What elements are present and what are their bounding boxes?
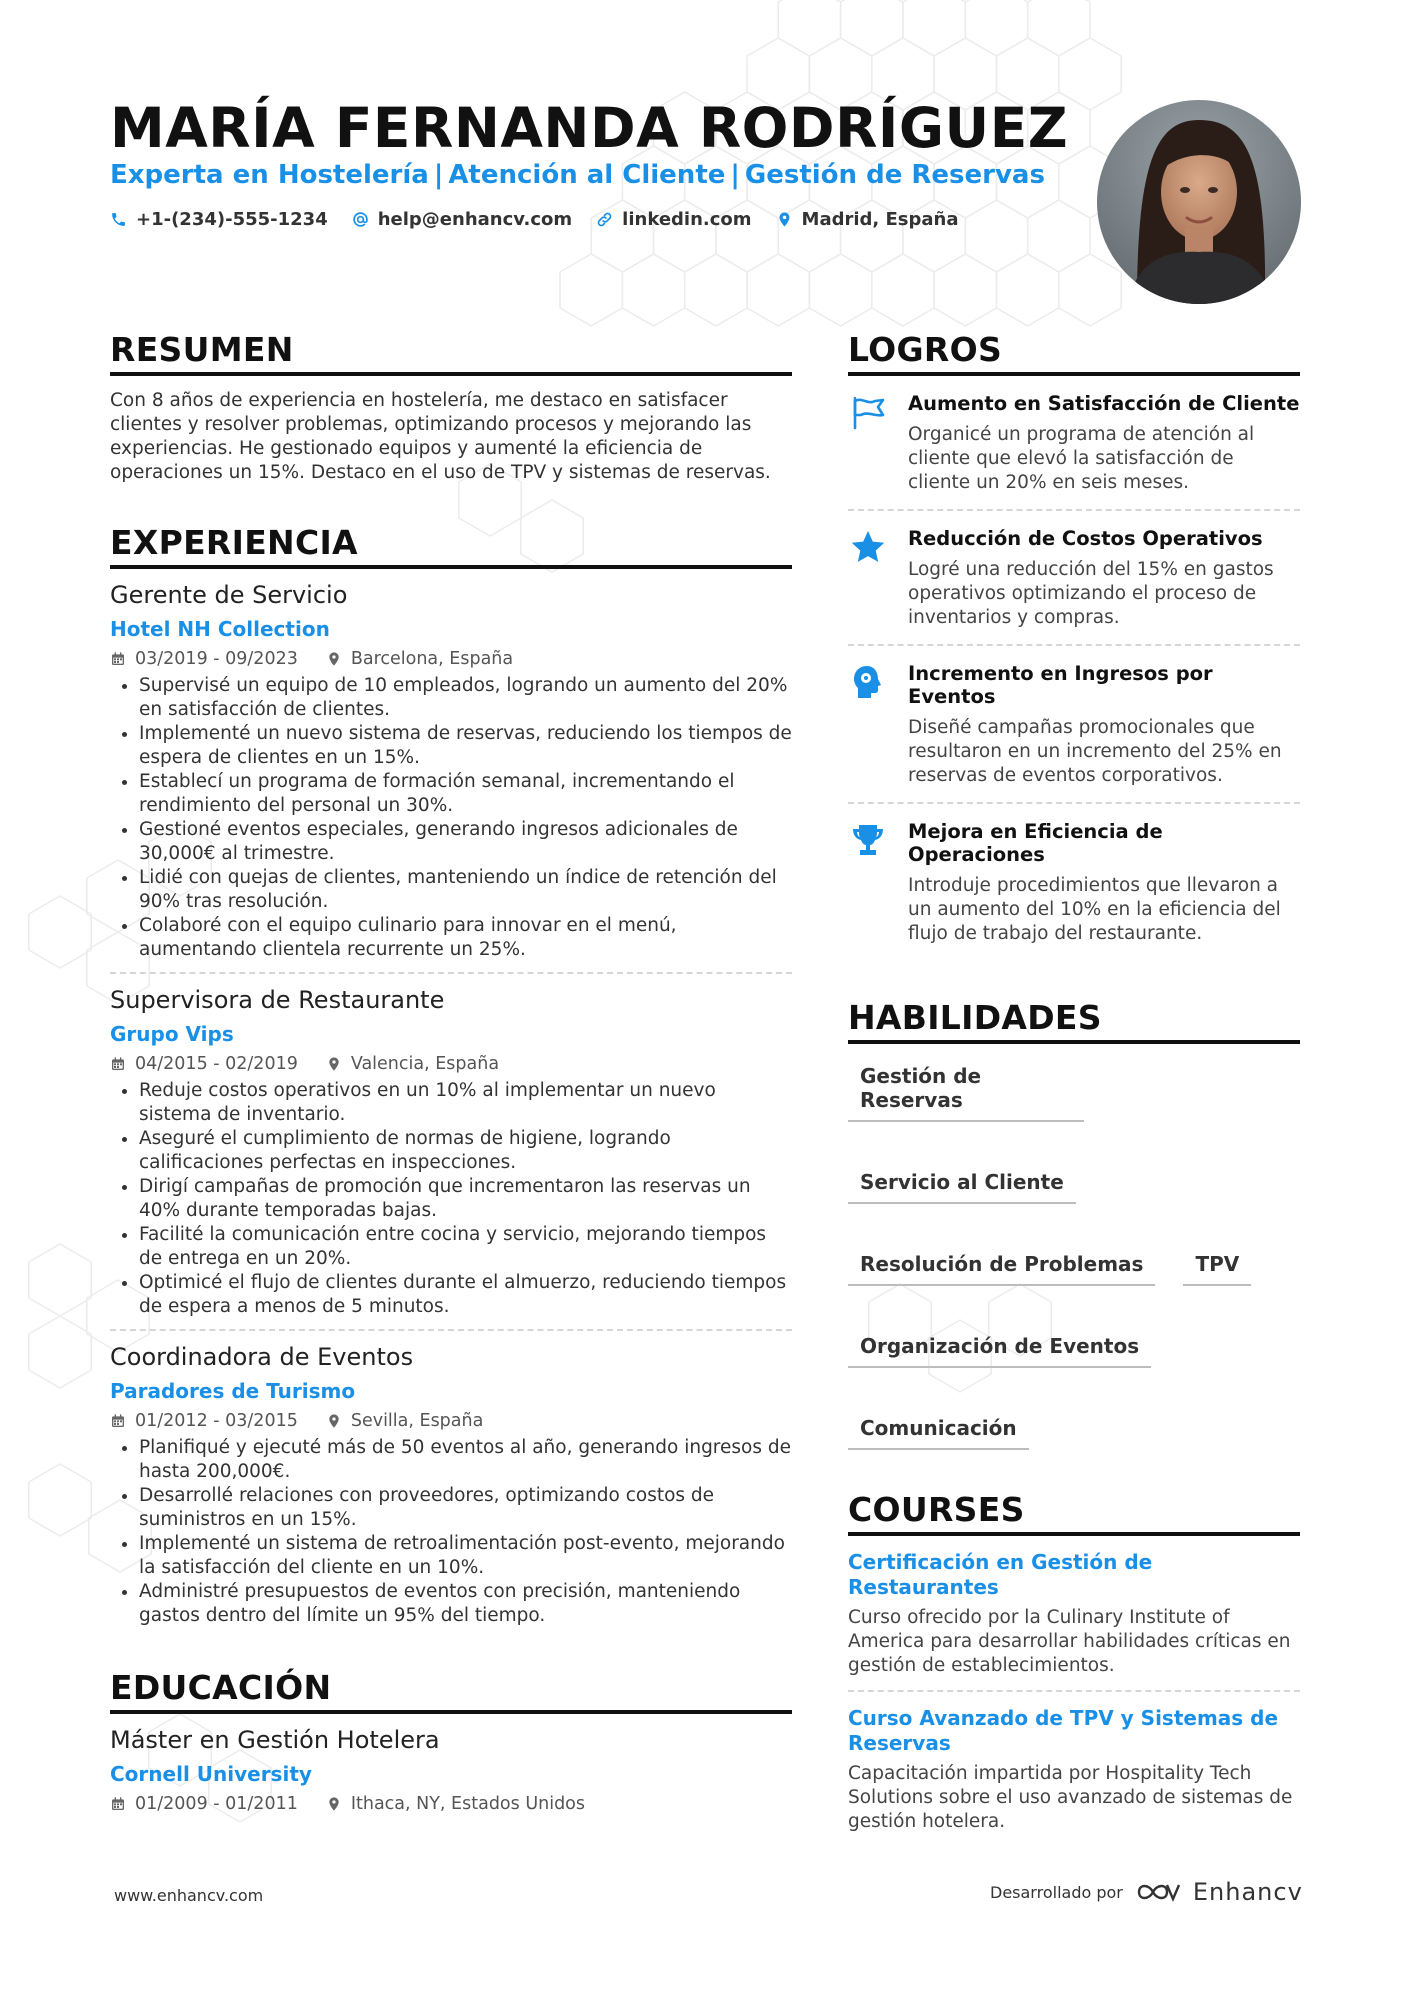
- bullet-item: • Gestioné eventos especiales, generando ingresos adicionales de 30,000€ al trimestre.: [139, 818, 792, 866]
- job-bullets: [110, 1079, 792, 1319]
- school-name: Cornell University: [110, 1762, 312, 1786]
- course-title: Certificación en Gestión de Restaurantes: [848, 1550, 1153, 1599]
- summary-text: Con 8 años de experiencia en hostelería, me destaco en satisfacer clientes y resolver problemas, optimizando procesos y mejorando las experiencias. He gestionado equipos y aumenté la eficiencia de operaciones un 15%. Destaco en el uso de TPV y sistemas de reservas.: [110, 390, 771, 483]
- achievement-item: [848, 804, 1300, 960]
- bullet-item: • Colaboré con el equipo culinario para innovar en el menú, aumentando clientela recurrente un 25%.: [139, 914, 792, 962]
- location-pin-icon: [776, 211, 793, 228]
- education-section: [110, 1668, 792, 1824]
- summary-section: [110, 330, 792, 485]
- job-meta: [110, 1054, 792, 1074]
- powered-by-text: Desarrollado por: [990, 1882, 1123, 1902]
- experience-entry: [110, 581, 792, 974]
- skill-tag: Gestión de Reservas: [848, 1064, 1084, 1122]
- headline-separator: |: [730, 160, 740, 190]
- calendar-icon: [110, 1056, 126, 1072]
- education-entry: [110, 1726, 792, 1824]
- skill-tag: Organización de Eventos: [848, 1334, 1151, 1368]
- company-name: Grupo Vips: [110, 1022, 234, 1046]
- phone-contact[interactable]: [110, 209, 328, 230]
- achievement-title: Aumento en Satisfacción de Cliente: [908, 392, 1300, 415]
- skills-section: [848, 998, 1300, 1450]
- job-dates: 03/2019 - 09/2023: [110, 649, 298, 669]
- location-text: Madrid, España: [801, 209, 959, 230]
- headline: [110, 160, 1045, 190]
- courses-section: [848, 1490, 1300, 1846]
- bullet-item: • Establecí un programa de formación semanal, incrementando el rendimiento del personal un 30%.: [139, 770, 792, 818]
- skills-list: [848, 1064, 1300, 1450]
- trophy-icon: [850, 822, 886, 858]
- achievement-desc: Diseñé campañas promocionales que resultaron en un incremento del 25% en reservas de eventos corporativos.: [908, 717, 1282, 786]
- course-item: [848, 1536, 1300, 1692]
- location-pin-icon: [326, 1056, 342, 1072]
- section-title-skills: HABILIDADES: [848, 998, 1300, 1044]
- location-pin-icon: [326, 1413, 342, 1429]
- headline-item: Experta en Hostelería: [110, 160, 429, 190]
- course-title: Curso Avanzado de TPV y Sistemas de Reservas: [848, 1706, 1279, 1755]
- bullet-item: • Administré presupuestos de eventos con precisión, manteniendo gastos dentro del límite un 95% del tiempo.: [139, 1580, 792, 1628]
- candidate-name: MARÍA FERNANDA RODRÍGUEZ: [110, 96, 1069, 160]
- achievement-item: [848, 511, 1300, 646]
- job-title: Gerente de Servicio: [110, 581, 348, 609]
- skill-tag: Comunicación: [848, 1416, 1029, 1450]
- headline-item: Gestión de Reservas: [744, 160, 1045, 190]
- course-desc: Curso ofrecido por la Culinary Institute of America para desarrollar habilidades críticas en gestión de establecimientos.: [848, 1607, 1291, 1676]
- bullet-item: • Supervisé un equipo de 10 empleados, logrando un aumento del 20% en satisfacción de clientes.: [139, 674, 792, 722]
- bullet-item: • Reduje costos operativos en un 10% al implementar un nuevo sistema de inventario.: [139, 1079, 792, 1127]
- achievements-section: [848, 330, 1300, 960]
- job-location: Valencia, España: [326, 1054, 499, 1074]
- achievement-title: Mejora en Eficiencia de Operaciones: [908, 820, 1163, 866]
- section-title-education: EDUCACIÓN: [110, 1668, 792, 1714]
- job-title: Supervisora de Restaurante: [110, 986, 445, 1014]
- skill-tag: Servicio al Cliente: [848, 1170, 1076, 1204]
- experience-entry: [110, 1343, 792, 1638]
- job-bullets: [110, 674, 792, 962]
- achievement-title: Reducción de Costos Operativos: [908, 527, 1263, 550]
- enhancv-logo-icon: [1135, 1879, 1181, 1905]
- section-title-experience: EXPERIENCIA: [110, 523, 792, 569]
- bullet-item: • Lidié con quejas de clientes, manteniendo un índice de retención del 90% tras resolución.: [139, 866, 792, 914]
- link-icon: [596, 211, 613, 228]
- achievement-desc: Organicé un programa de atención al cliente que elevó la satisfacción de cliente un 20% en seis meses.: [908, 424, 1255, 493]
- calendar-icon: [110, 1413, 126, 1429]
- job-bullets: [110, 1436, 792, 1628]
- bullet-item: • Optimicé el flujo de clientes durante el almuerzo, reduciendo tiempos de espera a menos de 5 minutos.: [139, 1271, 792, 1319]
- bullet-item: • Implementé un sistema de retroalimentación post-evento, mejorando la satisfacción del cliente en un 10%.: [139, 1532, 792, 1580]
- degree-title: Máster en Gestión Hotelera: [110, 1726, 440, 1754]
- job-location: Sevilla, España: [326, 1411, 484, 1431]
- section-title-achievements: LOGROS: [848, 330, 1300, 376]
- brand-name: Enhancv: [1192, 1878, 1303, 1906]
- section-title-summary: RESUMEN: [110, 330, 792, 376]
- location-pin-icon: [326, 1796, 342, 1812]
- headline-item: Atención al Cliente: [448, 160, 726, 190]
- education-meta: [110, 1794, 792, 1814]
- education-dates: 01/2009 - 01/2011: [110, 1794, 298, 1814]
- headline-separator: |: [433, 160, 444, 190]
- skill-tag: TPV: [1183, 1252, 1251, 1286]
- calendar-icon: [110, 1796, 126, 1812]
- job-dates: 01/2012 - 03/2015: [110, 1411, 298, 1431]
- bullet-item: • Aseguré el cumplimiento de normas de higiene, logrando calificaciones perfectas en inspecciones.: [139, 1127, 792, 1175]
- profile-photo: [1097, 100, 1301, 304]
- job-dates: 04/2015 - 02/2019: [110, 1054, 298, 1074]
- achievement-title: Incremento en Ingresos por Eventos: [908, 662, 1213, 708]
- job-meta: [110, 1411, 792, 1431]
- course-item: [848, 1692, 1300, 1846]
- phone-text: +1-(234)-555-1234: [136, 209, 328, 230]
- linkedin-text: linkedin.com: [622, 209, 752, 230]
- experience-section: [110, 523, 792, 1638]
- footer-website[interactable]: www.enhancv.com: [114, 1886, 264, 1905]
- bullet-item: • Planifiqué y ejecuté más de 50 eventos al año, generando ingresos de hasta 200,000€.: [139, 1436, 792, 1484]
- achievement-desc: Introduje procedimientos que llevaron a un aumento del 10% en la eficiencia del flujo de trabajo del restaurante.: [908, 875, 1281, 944]
- achievement-desc: Logré una reducción del 15% en gastos operativos optimizando el proceso de inventarios y compras.: [908, 559, 1274, 628]
- contact-info: [110, 209, 959, 230]
- phone-icon: [110, 211, 127, 228]
- bullet-item: • Desarrollé relaciones con proveedores, optimizando costos de suministros en un 15%.: [139, 1484, 792, 1532]
- location-pin-icon: [326, 651, 342, 667]
- course-desc: Capacitación impartida por Hospitality Tech Solutions sobre el uso avanzado de sistemas de gestión hotelera.: [848, 1763, 1293, 1832]
- head-icon: [850, 664, 886, 700]
- linkedin-contact[interactable]: [596, 209, 751, 230]
- bullet-item: • Implementé un nuevo sistema de reservas, reduciendo los tiempos de espera de clientes en un 15%.: [139, 722, 792, 770]
- job-title: Coordinadora de Eventos: [110, 1343, 414, 1371]
- flag-icon: [850, 394, 886, 430]
- section-title-courses: COURSES: [848, 1490, 1300, 1536]
- email-text: help@enhancv.com: [377, 209, 573, 230]
- skill-tag: Resolución de Problemas: [848, 1252, 1155, 1286]
- experience-entry: [110, 986, 792, 1331]
- job-meta: [110, 649, 792, 669]
- education-location: Ithaca, NY, Estados Unidos: [326, 1794, 585, 1814]
- calendar-icon: [110, 651, 126, 667]
- company-name: Paradores de Turismo: [110, 1379, 356, 1403]
- at-icon: [352, 211, 369, 228]
- footer-branding: [990, 1878, 1303, 1906]
- bullet-item: • Dirigí campañas de promoción que incrementaron las reservas un 40% durante temporadas bajas.: [139, 1175, 792, 1223]
- achievement-item: [848, 376, 1300, 511]
- bullet-item: • Facilité la comunicación entre cocina y servicio, mejorando tiempos de entrega en un 20%.: [139, 1223, 792, 1271]
- job-location: Barcelona, España: [326, 649, 513, 669]
- company-name: Hotel NH Collection: [110, 617, 330, 641]
- achievement-item: [848, 646, 1300, 804]
- star-icon: [850, 529, 886, 565]
- location-contact: [776, 209, 959, 230]
- email-contact[interactable]: [352, 209, 572, 230]
